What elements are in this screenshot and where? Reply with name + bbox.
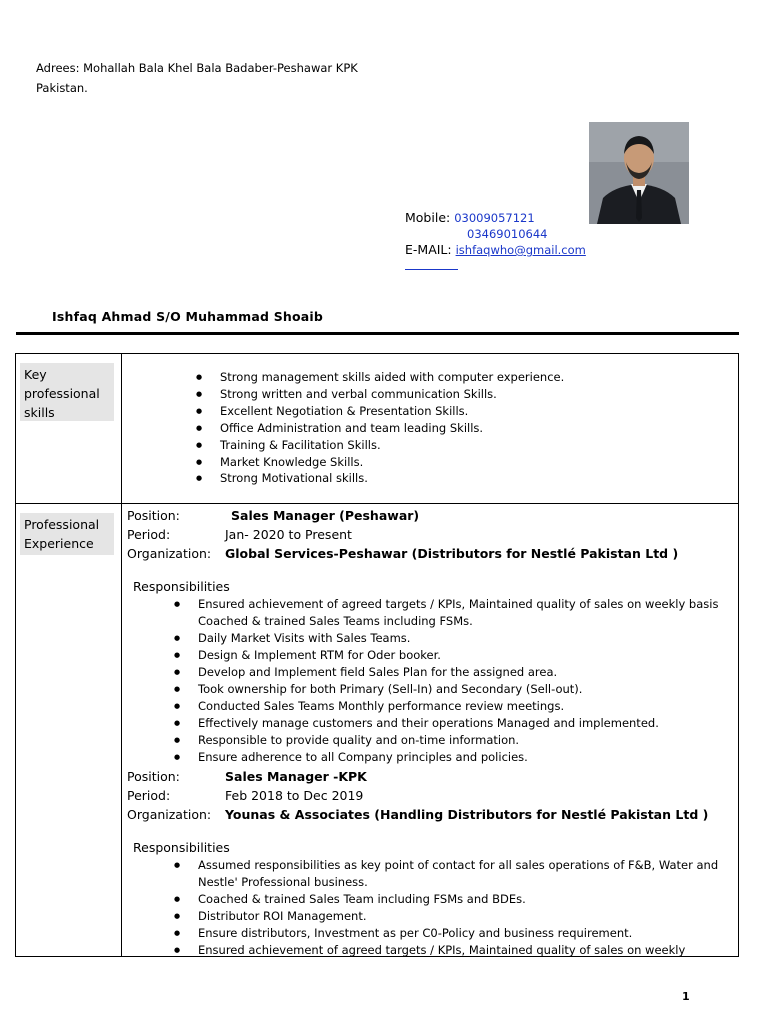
mobile-number-2: 03469010644 [467,227,548,241]
position-label: Position: [127,508,180,523]
job-period: Feb 2018 to Dec 2019 [225,788,364,803]
job-1-responsibilities [198,596,733,766]
address-block [36,58,358,98]
email-label: E-MAIL: [405,242,452,257]
period-label: Period: [127,527,171,542]
experience-label: Professional Experience [20,513,114,555]
list-item: ● Market Knowledge Skills. [202,454,564,471]
list-item: ● Develop and Implement field Sales Plan for the assigned area. [198,664,733,681]
candidate-name: Ishfaq Ahmad S/O Muhammad Shoaib [52,309,324,324]
list-item: ● Responsible to provide quality and on-time information. [198,732,733,749]
job-2-responsibilities [198,857,733,959]
list-item: ● Design & Implement RTM for Oder booker. [198,647,733,664]
skills-list [202,369,564,487]
position-label: Position: [127,769,180,784]
job-position: Sales Manager (Peshawar) [231,508,420,523]
email-underline [405,269,458,270]
list-item: ● Distributor ROI Management. [198,908,733,925]
header-divider [16,332,739,335]
list-item: ● Strong management skills aided with computer experience. [202,369,564,386]
page-number: 1 [682,990,690,1003]
job-period: Jan- 2020 to Present [225,527,352,542]
job-organization: Global Services-Peshawar (Distributors for Nestlé Pakistan Ltd ) [225,546,679,561]
responsibilities-heading: Responsibilities [133,840,230,855]
list-item: ● Ensured achievement of agreed targets / KPIs, Maintained quality of sales on weekly basis Coached & trained Sales Teams including FSMs. [198,596,733,630]
list-item: ● Daily Market Visits with Sales Teams. [198,630,733,647]
job-position: Sales Manager -KPK [225,769,367,784]
job-1-header [127,506,678,563]
mobile-number-1: 03009057121 [454,211,535,225]
list-item: ● Coached & trained Sales Team including FSMs and BDEs. [198,891,733,908]
mobile-label: Mobile: [405,210,451,225]
contact-block [405,210,586,258]
email-link[interactable]: ishfaqwho@gmail.com [455,243,586,257]
responsibilities-heading: Responsibilities [133,579,230,594]
list-item: ● Ensured achievement of agreed targets / KPIs, Maintained quality of sales on weekly [198,942,733,959]
list-item: ● Ensure distributors, Investment as per C0-Policy and business requirement. [198,925,733,942]
list-item: ● Office Administration and team leading Skills. [202,420,564,437]
list-item: ● Assumed responsibilities as key point of contact for all sales operations of F&B, Water and Nestle' Professional business. [198,857,733,891]
list-item: ● Took ownership for both Primary (Sell-In) and Secondary (Sell-out). [198,681,733,698]
list-item: ● Excellent Negotiation & Presentation Skills. [202,403,564,420]
period-label: Period: [127,788,171,803]
list-item: ● Effectively manage customers and their operations Managed and implemented. [198,715,733,732]
table-row-divider [15,503,739,504]
organization-label: Organization: [127,546,212,561]
list-item: ● Strong Motivational skills. [202,470,564,487]
list-item: ● Strong written and verbal communication Skills. [202,386,564,403]
list-item: ● Training & Facilitation Skills. [202,437,564,454]
job-2-header [127,767,708,824]
address-line-1: Adrees: Mohallah Bala Khel Bala Badaber-Peshawar KPK [36,61,358,75]
skills-label: Key professional skills [20,363,114,421]
organization-label: Organization: [127,807,212,822]
address-line-2: Pakistan. [36,81,88,95]
list-item: ● Ensure adherence to all Company principles and policies. [198,749,733,766]
table-column-divider [121,353,122,957]
list-item: ● Conducted Sales Teams Monthly performance review meetings. [198,698,733,715]
profile-photo [589,122,689,224]
job-organization: Younas & Associates (Handling Distributors for Nestlé Pakistan Ltd ) [225,807,709,822]
